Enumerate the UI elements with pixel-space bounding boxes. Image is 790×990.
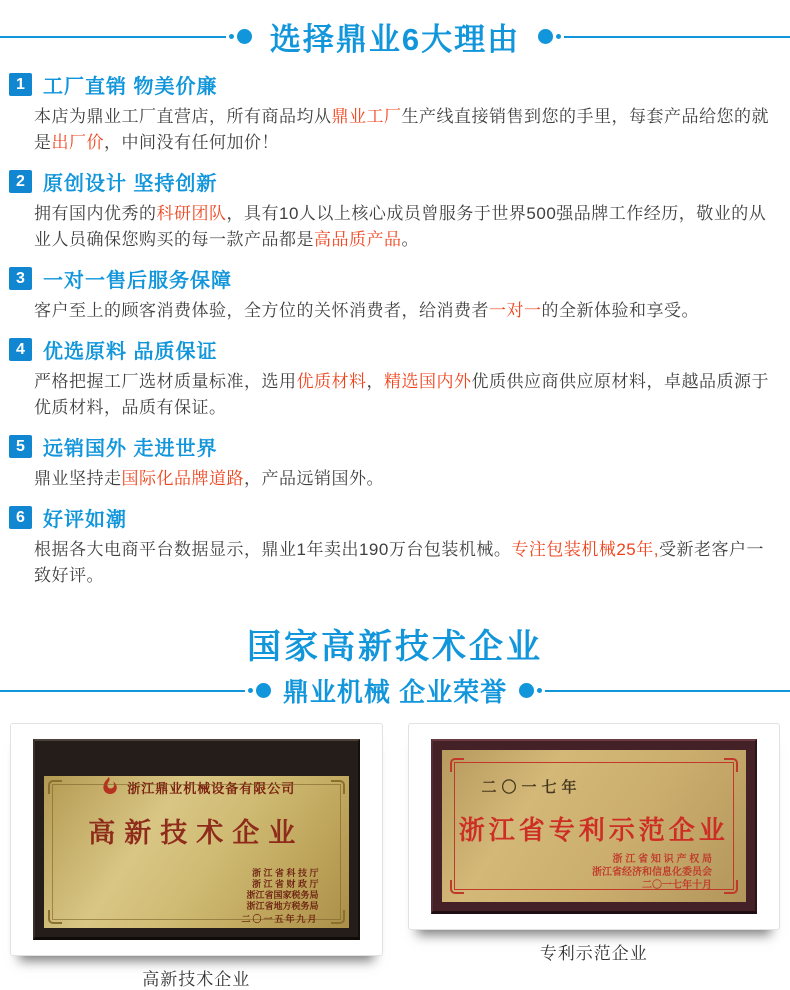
corner-ornament-icon bbox=[48, 780, 62, 794]
number-badge: 6 bbox=[9, 506, 32, 529]
corner-ornament-icon bbox=[48, 910, 62, 924]
reason-head bbox=[9, 503, 778, 532]
small-dot-icon bbox=[229, 34, 234, 39]
reason-title: 好评如潮 bbox=[43, 509, 127, 531]
reason-title: 原创设计 坚持创新 bbox=[43, 173, 218, 195]
corner-ornament-icon bbox=[450, 880, 464, 894]
certificate-caption: 专利示范企业 bbox=[539, 944, 648, 963]
header-line-right bbox=[545, 690, 790, 692]
small-dot-icon bbox=[248, 688, 253, 693]
certificate-caption: 高新技术企业 bbox=[142, 970, 251, 989]
number-badge: 1 bbox=[9, 73, 32, 96]
big-dot-icon bbox=[256, 683, 271, 698]
small-dot-icon bbox=[537, 688, 542, 693]
promo-page bbox=[0, 14, 790, 989]
certificate-photo-hightech bbox=[10, 723, 383, 956]
number-badge: 4 bbox=[9, 338, 32, 361]
reason-title: 一对一售后服务保障 bbox=[43, 270, 232, 292]
issuer-line: 浙江省地方税务局 bbox=[246, 901, 319, 911]
certificate-column-hightech bbox=[10, 723, 383, 990]
number-badge: 3 bbox=[9, 267, 32, 290]
reason-head bbox=[9, 167, 778, 196]
issuer-line: 浙 江 省 财 政 厅 bbox=[251, 879, 319, 889]
reason-head bbox=[9, 70, 778, 99]
plaque-year: 二〇一七年 bbox=[481, 779, 582, 796]
issuer-line: 浙江省国家税务局 bbox=[246, 890, 319, 900]
issue-date: 二〇一七年十月 bbox=[642, 880, 712, 891]
big-dot-icon bbox=[519, 683, 534, 698]
plaque-face bbox=[44, 776, 349, 928]
small-dot-icon bbox=[556, 34, 561, 39]
reasons-title: 选择鼎业6大理由 bbox=[269, 22, 521, 57]
honor-subtitle: 鼎业机械 企业荣誉 bbox=[282, 677, 508, 707]
corner-ornament-icon bbox=[724, 758, 738, 772]
reason-text: 拥有国内优秀的科研团队，具有10人以上核心成员曾服务于世界500强品牌工作经历，敬业的从业人员确保您购买的每一款产品都是高品质产品。 bbox=[34, 204, 767, 249]
plaque-frame bbox=[33, 739, 360, 940]
corner-ornament-icon bbox=[724, 880, 738, 894]
header-line-left bbox=[0, 36, 226, 38]
certificate-column-patent bbox=[408, 723, 781, 990]
reasons-list bbox=[0, 70, 790, 589]
issuer-line: 浙 江 省 科 技 厅 bbox=[251, 868, 319, 878]
reason-item-6 bbox=[9, 503, 778, 589]
reason-item-3 bbox=[9, 264, 778, 324]
reason-title: 工厂直销 物美价廉 bbox=[43, 76, 218, 98]
section-header-reasons bbox=[0, 14, 790, 59]
issuer-line: 浙 江 省 知 识 产 权 局 bbox=[612, 854, 712, 865]
reason-item-4 bbox=[9, 335, 778, 421]
reason-title: 远销国外 走进世界 bbox=[43, 438, 218, 460]
reason-head bbox=[9, 335, 778, 364]
reason-head bbox=[9, 432, 778, 461]
number-badge: 2 bbox=[9, 170, 32, 193]
big-dot-icon bbox=[237, 29, 252, 44]
reason-text: 客户至上的顾客消费体验，全方位的关怀消费者，给消费者一对一的全新体验和享受。 bbox=[34, 301, 699, 320]
big-dot-icon bbox=[538, 29, 553, 44]
corner-ornament-icon bbox=[331, 780, 345, 794]
plaque-issuers bbox=[592, 853, 712, 892]
certificates-row bbox=[0, 723, 790, 990]
reason-head bbox=[9, 264, 778, 293]
header-line-left bbox=[0, 690, 245, 692]
company-row bbox=[44, 776, 349, 798]
corner-ornament-icon bbox=[331, 910, 345, 924]
reason-item-1 bbox=[9, 70, 778, 156]
plaque-frame bbox=[431, 739, 758, 914]
plaque-issuers bbox=[241, 868, 318, 925]
company-name: 浙江鼎业机械设备有限公司 bbox=[127, 780, 296, 796]
reason-item-2 bbox=[9, 167, 778, 253]
reason-text: 鼎业坚持走国际化品牌道路，产品远销国外。 bbox=[34, 469, 384, 488]
company-logo-icon bbox=[97, 776, 119, 798]
honor-title: 国家高新技术企业 bbox=[247, 628, 543, 666]
reason-item-5 bbox=[9, 432, 778, 492]
corner-ornament-icon bbox=[450, 758, 464, 772]
reason-text: 本店为鼎业工厂直营店，所有商品均从鼎业工厂生产线直接销售到您的手里，每套产品给您的就是出厂价，中间没有任何加价！ bbox=[34, 107, 769, 152]
reason-text: 严格把握工厂选材质量标准，选用优质材料，精选国内外优质供应商供应原材料，卓越品质源于优质材料，品质有保证。 bbox=[34, 372, 769, 417]
reason-text: 根据各大电商平台数据显示，鼎业1年卖出190万台包装机械。专注包装机械25年,受新老客户一致好评。 bbox=[34, 540, 764, 585]
reason-title: 优选原料 品质保证 bbox=[43, 341, 218, 363]
certificate-photo-patent bbox=[408, 723, 781, 930]
number-badge: 5 bbox=[9, 435, 32, 458]
plaque-face bbox=[442, 750, 747, 902]
issuer-line: 浙江省经济和信息化委员会 bbox=[592, 867, 712, 878]
issue-date: 二〇一五年九月 bbox=[241, 914, 319, 924]
plaque-title: 浙江省专利示范企业 bbox=[458, 815, 729, 845]
section-header-honor bbox=[0, 672, 790, 709]
plaque-title: 高新技术企业 bbox=[88, 818, 305, 848]
header-line-right bbox=[564, 36, 790, 38]
